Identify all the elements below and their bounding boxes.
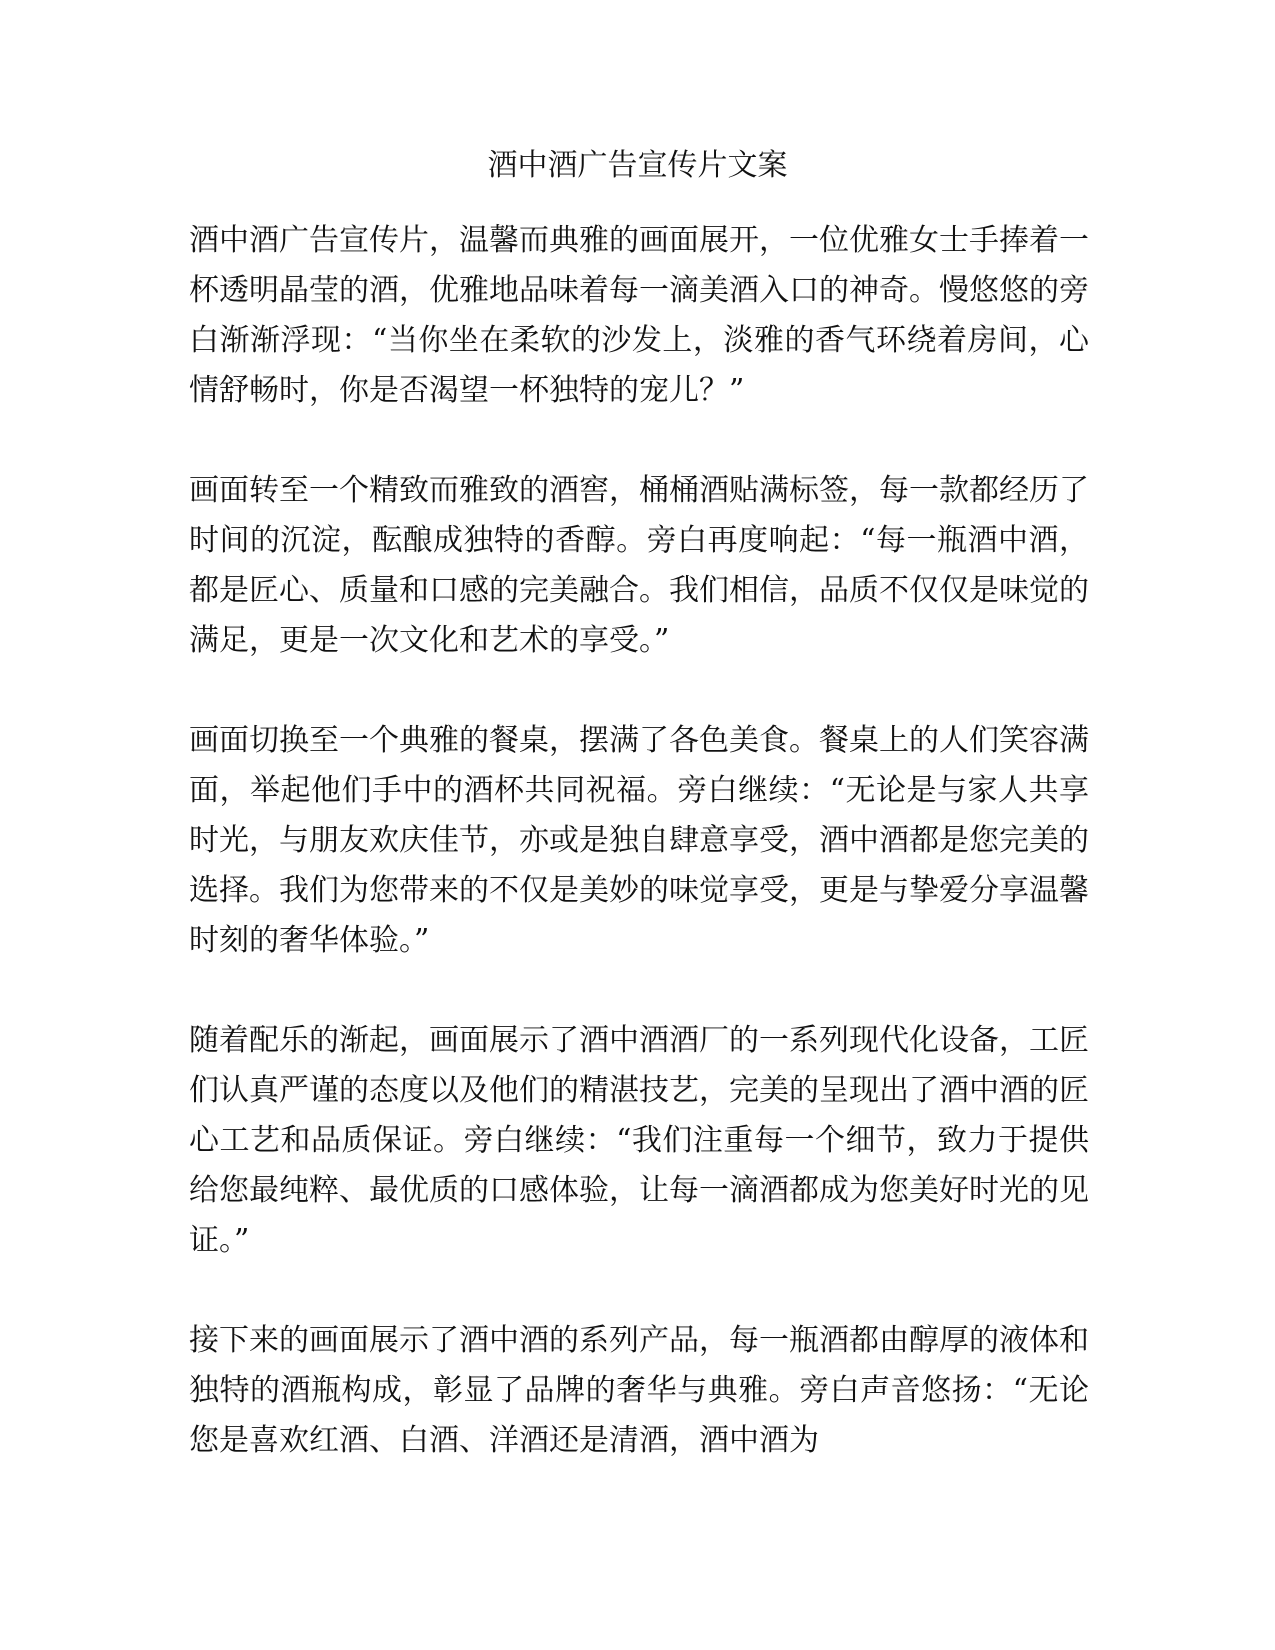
paragraph-3: 画面切换至一个典雅的餐桌，摆满了各色美食。餐桌上的人们笑容满面，举起他们手中的酒杯共同祝福。旁白继续：“无论是与家人共享时光，与朋友欢庆佳节，亦或是独自肆意享受，酒中酒都是您完美的选择。我们为您带来的不仅是美妙的味觉享受，更是与挚爱分享温馨时刻的奢华体验。” (189, 723, 1089, 958)
document-title: 酒中酒广告宣传片文案 (487, 148, 788, 183)
paragraph-5: 接下来的画面展示了酒中酒的系列产品，每一瓶酒都由醇厚的液体和独特的酒瓶构成，彰显了品牌的奢华与典雅。旁白声音悠扬：“无论您是喜欢红酒、白酒、洋酒还是清酒，酒中酒为 (189, 1323, 1089, 1458)
paragraph-2: 画面转至一个精致而雅致的酒窖，桶桶酒贴满标签，每一款都经历了时间的沉淀，酝酿成独特的香醇。旁白再度响起：“每一瓶酒中酒，都是匠心、质量和口感的完美融合。我们相信，品质不仅仅是味觉的满足，更是一次文化和艺术的享受。” (189, 473, 1089, 658)
paragraph-1: 酒中酒广告宣传片，温馨而典雅的画面展开，一位优雅女士手捧着一杯透明晶莹的酒，优雅地品味着每一滴美酒入口的神奇。慢悠悠的旁白渐渐浮现：“当你坐在柔软的沙发上，淡雅的香气环绕着房间，心情舒畅时，你是否渴望一杯独特的宠儿？” (189, 223, 1089, 408)
document-body (189, 216, 1089, 1516)
paragraph-4: 随着配乐的渐起，画面展示了酒中酒酒厂的一系列现代化设备，工匠们认真严谨的态度以及他们的精湛技艺，完美的呈现出了酒中酒的匠心工艺和品质保证。旁白继续：“我们注重每一个细节，致力于提供给您最纯粹、最优质的口感体验，让每一滴酒都成为您美好时光的见证。” (189, 1023, 1089, 1258)
